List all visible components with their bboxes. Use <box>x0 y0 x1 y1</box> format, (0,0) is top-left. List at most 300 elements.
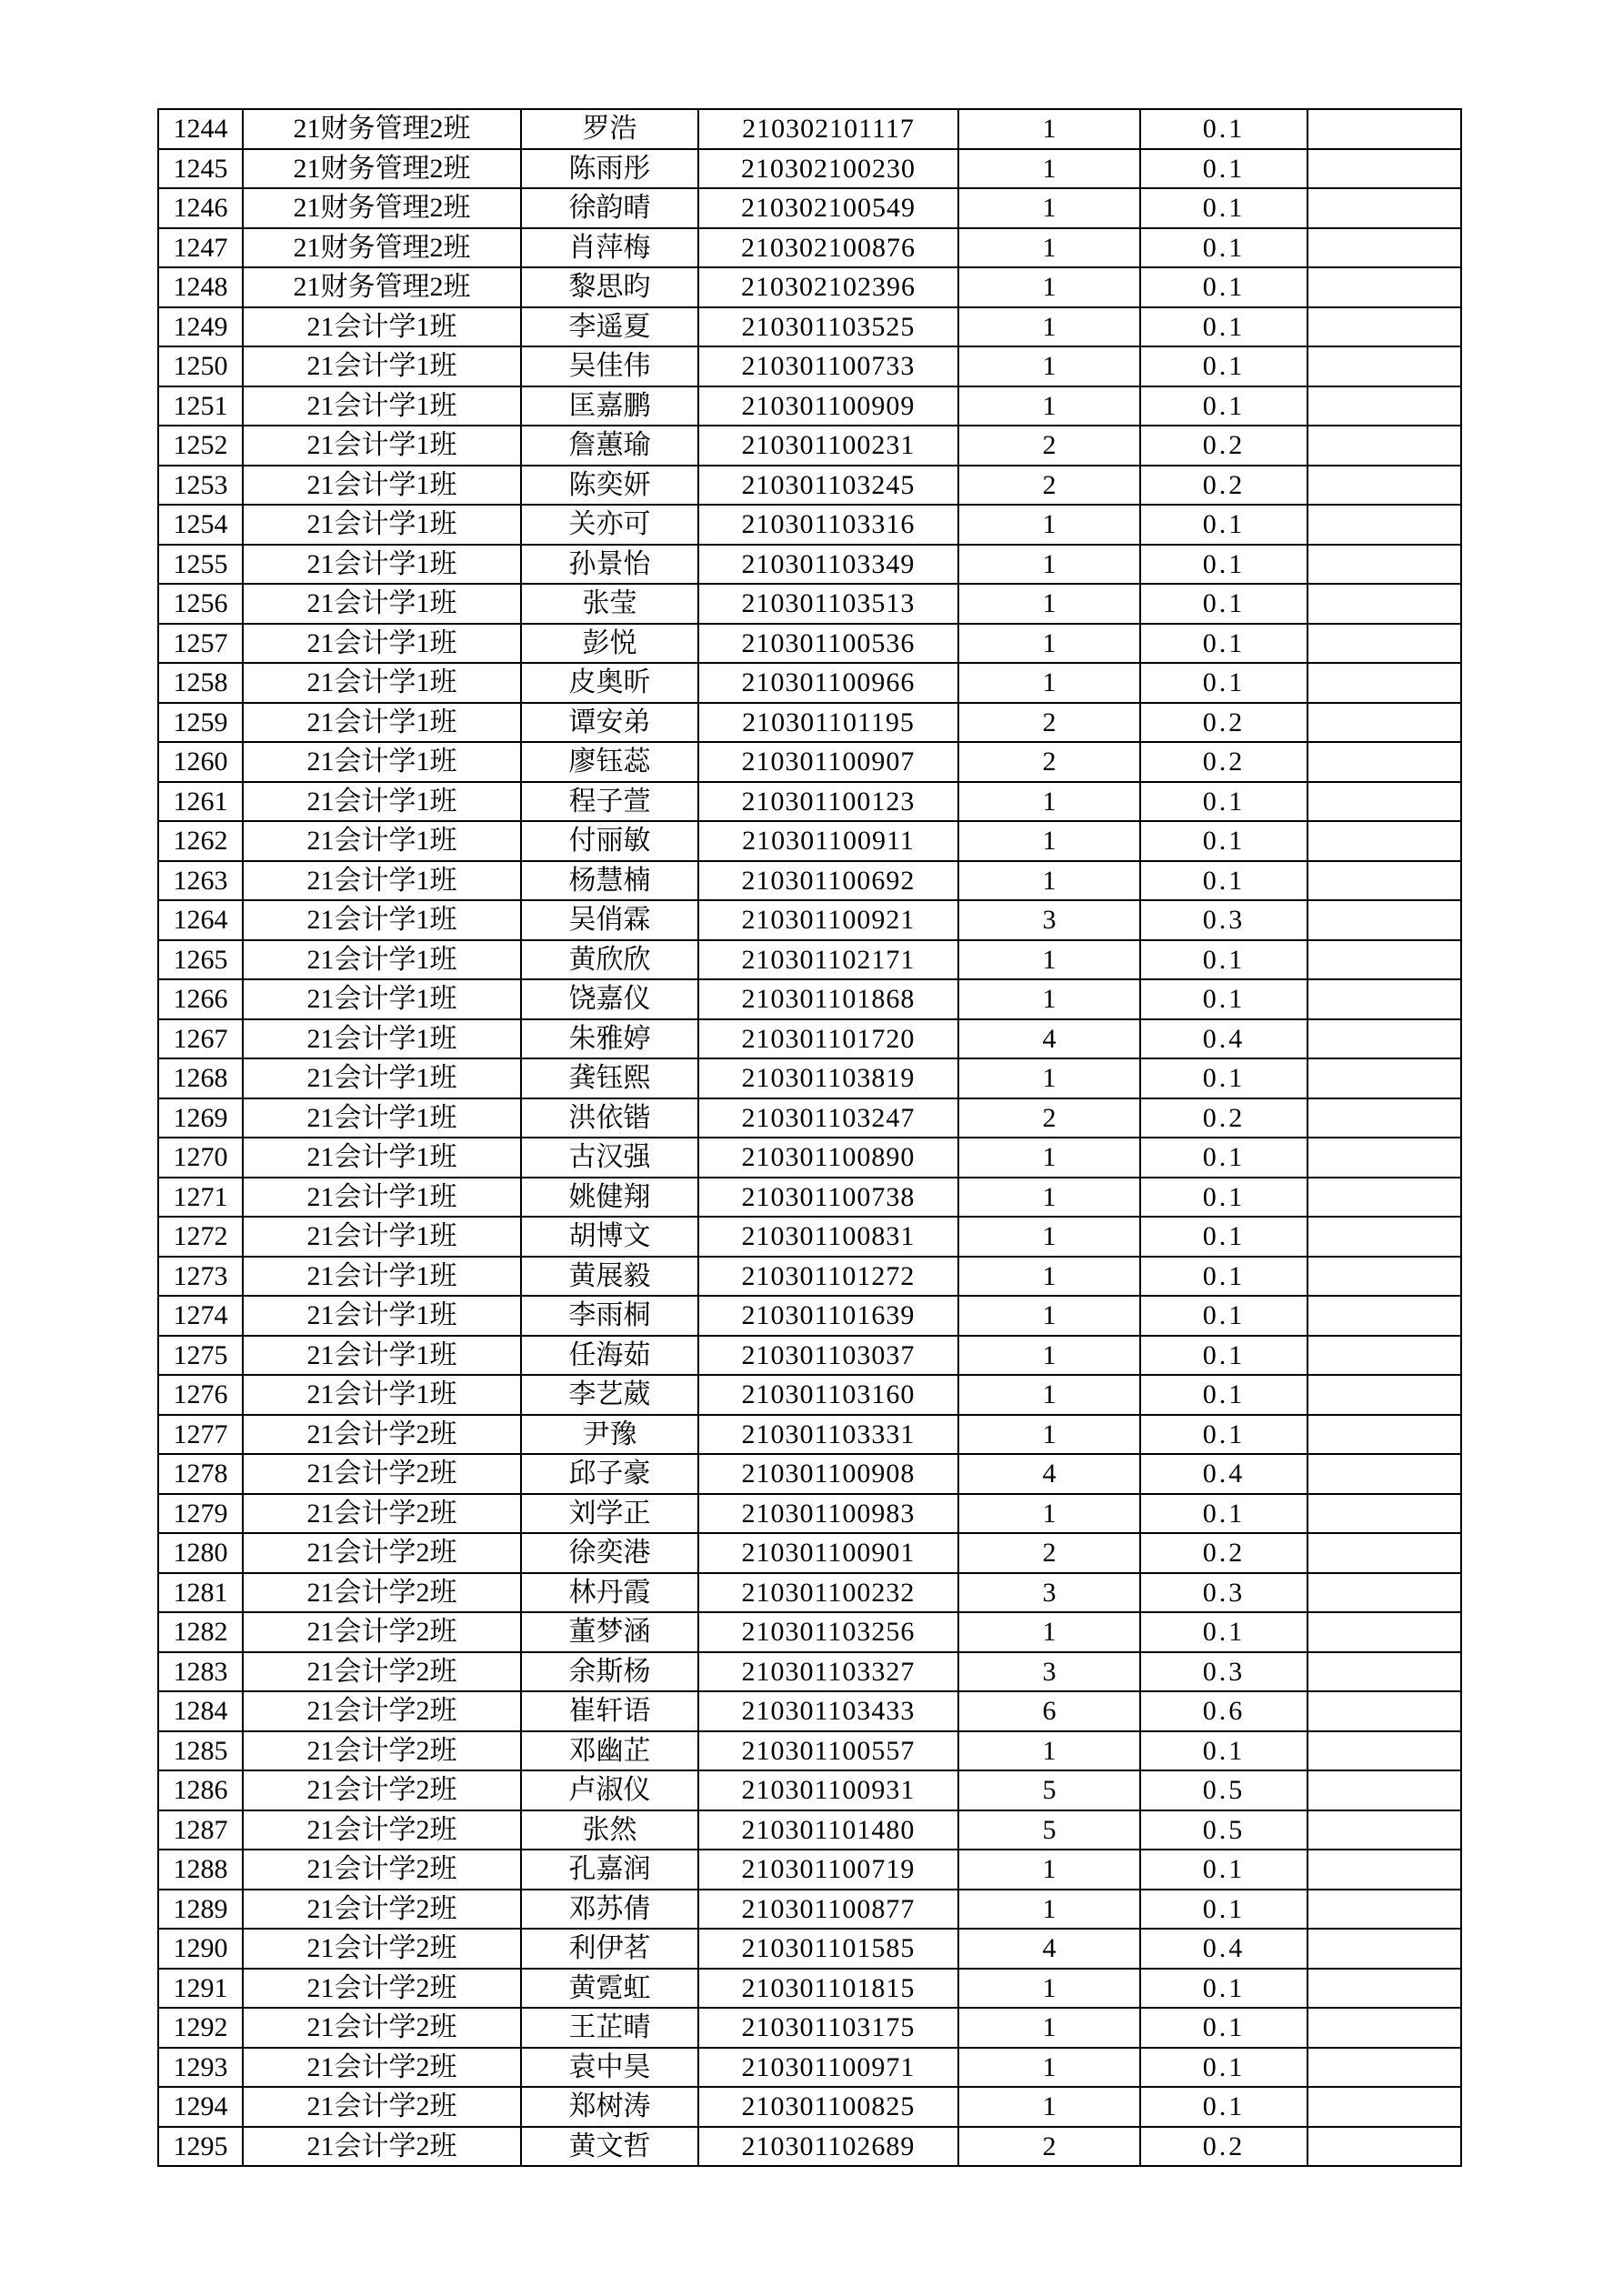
cell-score: 0.1 <box>1140 1850 1307 1890</box>
cell-seq: 1291 <box>158 1969 243 2009</box>
cell-count: 3 <box>958 1573 1140 1613</box>
cell-student-name: 董梦涵 <box>521 1612 698 1652</box>
cell-seq: 1283 <box>158 1652 243 1692</box>
table-row <box>158 1652 1461 1692</box>
cell-class-name: 21会计学1班 <box>243 742 521 782</box>
cell-class-name: 21会计学1班 <box>243 979 521 1019</box>
cell-student-name: 徐奕港 <box>521 1533 698 1573</box>
cell-student-name: 饶嘉仪 <box>521 979 698 1019</box>
cell-class-name: 21财务管理2班 <box>243 109 521 149</box>
cell-score: 0.2 <box>1140 742 1307 782</box>
cell-score: 0.1 <box>1140 149 1307 189</box>
cell-count: 6 <box>958 1691 1140 1731</box>
cell-blank <box>1307 1336 1461 1376</box>
cell-student-id: 210301100231 <box>698 426 958 466</box>
cell-count: 1 <box>958 624 1140 664</box>
cell-student-id: 210301100901 <box>698 1533 958 1573</box>
cell-blank <box>1307 861 1461 901</box>
cell-score: 0.1 <box>1140 188 1307 228</box>
cell-seq: 1266 <box>158 979 243 1019</box>
cell-student-id: 210301100536 <box>698 624 958 664</box>
cell-blank <box>1307 1929 1461 1969</box>
table-row <box>158 228 1461 268</box>
cell-blank <box>1307 2008 1461 2048</box>
cell-student-name: 利伊茗 <box>521 1929 698 1969</box>
cell-student-id: 210301103525 <box>698 307 958 347</box>
cell-seq: 1252 <box>158 426 243 466</box>
table-row <box>158 466 1461 506</box>
cell-student-name: 李遥夏 <box>521 307 698 347</box>
cell-student-name: 朱雅婷 <box>521 1019 698 1059</box>
cell-count: 1 <box>958 346 1140 386</box>
cell-score: 0.1 <box>1140 979 1307 1019</box>
cell-seq: 1271 <box>158 1178 243 1218</box>
cell-blank <box>1307 1731 1461 1771</box>
cell-student-name: 廖钰蕊 <box>521 742 698 782</box>
cell-student-id: 210301101639 <box>698 1296 958 1336</box>
student-score-table-body <box>158 109 1461 2166</box>
cell-blank <box>1307 1890 1461 1930</box>
cell-student-id: 210301100825 <box>698 2087 958 2127</box>
cell-seq: 1270 <box>158 1138 243 1178</box>
cell-student-id: 210301100719 <box>698 1850 958 1890</box>
cell-score: 0.1 <box>1140 1612 1307 1652</box>
cell-class-name: 21财务管理2班 <box>243 149 521 189</box>
table-row <box>158 703 1461 743</box>
cell-blank <box>1307 267 1461 307</box>
cell-score: 0.4 <box>1140 1019 1307 1059</box>
table-row <box>158 1375 1461 1415</box>
cell-blank <box>1307 466 1461 506</box>
cell-student-id: 210301103316 <box>698 505 958 545</box>
cell-student-id: 210301101480 <box>698 1810 958 1850</box>
cell-count: 1 <box>958 979 1140 1019</box>
table-row <box>158 1296 1461 1336</box>
cell-class-name: 21会计学1班 <box>243 1178 521 1218</box>
table-row <box>158 307 1461 347</box>
cell-student-name: 关亦可 <box>521 505 698 545</box>
cell-blank <box>1307 1533 1461 1573</box>
cell-blank <box>1307 2127 1461 2167</box>
cell-student-id: 210301100931 <box>698 1770 958 1810</box>
cell-student-name: 匡嘉鹏 <box>521 386 698 426</box>
cell-score: 0.1 <box>1140 2008 1307 2048</box>
cell-class-name: 21会计学1班 <box>243 900 521 940</box>
table-row <box>158 624 1461 664</box>
cell-score: 0.1 <box>1140 386 1307 426</box>
cell-student-name: 詹蕙瑜 <box>521 426 698 466</box>
cell-count: 3 <box>958 900 1140 940</box>
cell-score: 0.2 <box>1140 1533 1307 1573</box>
table-row <box>158 505 1461 545</box>
cell-student-id: 210301100909 <box>698 386 958 426</box>
cell-count: 4 <box>958 1929 1140 1969</box>
table-row <box>158 1770 1461 1810</box>
cell-class-name: 21会计学1班 <box>243 861 521 901</box>
cell-count: 2 <box>958 1533 1140 1573</box>
student-score-table <box>157 108 1462 2167</box>
cell-seq: 1255 <box>158 545 243 585</box>
cell-student-id: 210301101815 <box>698 1969 958 2009</box>
cell-student-name: 郑树涛 <box>521 2087 698 2127</box>
cell-seq: 1267 <box>158 1019 243 1059</box>
cell-student-id: 210301100123 <box>698 782 958 822</box>
table-row <box>158 1850 1461 1890</box>
cell-score: 0.2 <box>1140 703 1307 743</box>
cell-seq: 1294 <box>158 2087 243 2127</box>
cell-count: 5 <box>958 1810 1140 1850</box>
cell-score: 0.1 <box>1140 1296 1307 1336</box>
cell-class-name: 21会计学2班 <box>243 1533 521 1573</box>
cell-seq: 1284 <box>158 1691 243 1731</box>
cell-class-name: 21会计学1班 <box>243 1098 521 1138</box>
cell-student-name: 黄霓虹 <box>521 1969 698 2009</box>
cell-blank <box>1307 149 1461 189</box>
cell-student-name: 陈雨彤 <box>521 149 698 189</box>
cell-score: 0.3 <box>1140 1652 1307 1692</box>
cell-score: 0.1 <box>1140 1415 1307 1455</box>
cell-student-name: 余斯杨 <box>521 1652 698 1692</box>
cell-seq: 1253 <box>158 466 243 506</box>
cell-student-id: 210301100557 <box>698 1731 958 1771</box>
cell-class-name: 21财务管理2班 <box>243 267 521 307</box>
cell-seq: 1293 <box>158 2048 243 2088</box>
table-row <box>158 1138 1461 1178</box>
cell-score: 0.2 <box>1140 1098 1307 1138</box>
cell-student-name: 罗浩 <box>521 109 698 149</box>
cell-student-name: 李雨桐 <box>521 1296 698 1336</box>
cell-seq: 1254 <box>158 505 243 545</box>
cell-class-name: 21会计学1班 <box>243 386 521 426</box>
table-row <box>158 1019 1461 1059</box>
cell-count: 1 <box>958 2048 1140 2088</box>
cell-count: 1 <box>958 228 1140 268</box>
cell-student-id: 210302100230 <box>698 149 958 189</box>
cell-count: 1 <box>958 386 1140 426</box>
cell-class-name: 21会计学2班 <box>243 2008 521 2048</box>
cell-class-name: 21会计学1班 <box>243 505 521 545</box>
cell-student-name: 洪依锴 <box>521 1098 698 1138</box>
cell-student-name: 邱子豪 <box>521 1454 698 1494</box>
cell-count: 1 <box>958 1890 1140 1930</box>
table-row <box>158 1415 1461 1455</box>
cell-count: 2 <box>958 426 1140 466</box>
cell-student-name: 龚钰熙 <box>521 1058 698 1098</box>
cell-class-name: 21会计学1班 <box>243 940 521 980</box>
cell-class-name: 21会计学2班 <box>243 1810 521 1850</box>
cell-count: 1 <box>958 1178 1140 1218</box>
cell-score: 0.1 <box>1140 1375 1307 1415</box>
cell-student-id: 210301101195 <box>698 703 958 743</box>
cell-student-name: 谭安弟 <box>521 703 698 743</box>
cell-student-id: 210301103433 <box>698 1691 958 1731</box>
cell-class-name: 21会计学1班 <box>243 663 521 703</box>
cell-score: 0.1 <box>1140 346 1307 386</box>
cell-seq: 1257 <box>158 624 243 664</box>
cell-score: 0.1 <box>1140 1138 1307 1178</box>
cell-blank <box>1307 663 1461 703</box>
cell-seq: 1292 <box>158 2008 243 2048</box>
cell-class-name: 21会计学1班 <box>243 545 521 585</box>
cell-student-name: 黄文哲 <box>521 2127 698 2167</box>
cell-score: 0.1 <box>1140 109 1307 149</box>
cell-score: 0.1 <box>1140 505 1307 545</box>
cell-score: 0.1 <box>1140 782 1307 822</box>
cell-class-name: 21会计学1班 <box>243 1336 521 1376</box>
cell-student-name: 程子萱 <box>521 782 698 822</box>
cell-count: 1 <box>958 1058 1140 1098</box>
cell-count: 2 <box>958 2127 1140 2167</box>
cell-class-name: 21会计学1班 <box>243 1217 521 1257</box>
cell-seq: 1275 <box>158 1336 243 1376</box>
cell-count: 1 <box>958 188 1140 228</box>
table-row <box>158 1058 1461 1098</box>
cell-student-id: 210301100738 <box>698 1178 958 1218</box>
table-row <box>158 1257 1461 1297</box>
cell-student-name: 杨慧楠 <box>521 861 698 901</box>
cell-count: 1 <box>958 307 1140 347</box>
cell-class-name: 21会计学1班 <box>243 426 521 466</box>
cell-count: 1 <box>958 861 1140 901</box>
table-row <box>158 1533 1461 1573</box>
cell-student-id: 210302100549 <box>698 188 958 228</box>
cell-class-name: 21会计学2班 <box>243 1731 521 1771</box>
table-row <box>158 900 1461 940</box>
cell-blank <box>1307 1296 1461 1336</box>
cell-score: 0.1 <box>1140 545 1307 585</box>
cell-blank <box>1307 584 1461 624</box>
cell-blank <box>1307 1494 1461 1534</box>
cell-student-name: 陈奕妍 <box>521 466 698 506</box>
cell-seq: 1278 <box>158 1454 243 1494</box>
cell-class-name: 21会计学2班 <box>243 1929 521 1969</box>
cell-count: 4 <box>958 1454 1140 1494</box>
cell-student-name: 刘学正 <box>521 1494 698 1534</box>
cell-score: 0.1 <box>1140 1731 1307 1771</box>
cell-score: 0.1 <box>1140 2087 1307 2127</box>
cell-class-name: 21会计学2班 <box>243 1454 521 1494</box>
cell-blank <box>1307 1770 1461 1810</box>
cell-count: 1 <box>958 1494 1140 1534</box>
table-row <box>158 267 1461 307</box>
cell-score: 0.6 <box>1140 1691 1307 1731</box>
cell-student-name: 吴佳伟 <box>521 346 698 386</box>
cell-blank <box>1307 386 1461 426</box>
cell-count: 5 <box>958 1770 1140 1810</box>
cell-class-name: 21会计学1班 <box>243 1138 521 1178</box>
cell-blank <box>1307 426 1461 466</box>
cell-count: 1 <box>958 1336 1140 1376</box>
cell-student-id: 210301103256 <box>698 1612 958 1652</box>
cell-student-id: 210301100907 <box>698 742 958 782</box>
cell-count: 1 <box>958 505 1140 545</box>
cell-class-name: 21会计学1班 <box>243 624 521 664</box>
table-row <box>158 663 1461 703</box>
cell-count: 1 <box>958 584 1140 624</box>
cell-seq: 1272 <box>158 1217 243 1257</box>
cell-class-name: 21会计学2班 <box>243 1612 521 1652</box>
cell-blank <box>1307 1138 1461 1178</box>
cell-blank <box>1307 228 1461 268</box>
cell-blank <box>1307 703 1461 743</box>
cell-count: 1 <box>958 2008 1140 2048</box>
cell-seq: 1265 <box>158 940 243 980</box>
table-row <box>158 1731 1461 1771</box>
cell-blank <box>1307 821 1461 861</box>
cell-class-name: 21会计学2班 <box>243 2127 521 2167</box>
cell-student-name: 付丽敏 <box>521 821 698 861</box>
table-row <box>158 1691 1461 1731</box>
cell-class-name: 21会计学2班 <box>243 1691 521 1731</box>
cell-count: 2 <box>958 1098 1140 1138</box>
cell-student-id: 210301103247 <box>698 1098 958 1138</box>
cell-blank <box>1307 1612 1461 1652</box>
cell-score: 0.1 <box>1140 2048 1307 2088</box>
cell-seq: 1256 <box>158 584 243 624</box>
cell-seq: 1249 <box>158 307 243 347</box>
cell-count: 1 <box>958 149 1140 189</box>
cell-seq: 1245 <box>158 149 243 189</box>
table-row <box>158 426 1461 466</box>
cell-student-name: 邓苏倩 <box>521 1890 698 1930</box>
cell-student-id: 210301102171 <box>698 940 958 980</box>
table-row <box>158 584 1461 624</box>
cell-class-name: 21会计学1班 <box>243 584 521 624</box>
table-row <box>158 1217 1461 1257</box>
cell-student-id: 210302100876 <box>698 228 958 268</box>
cell-blank <box>1307 505 1461 545</box>
cell-student-name: 王芷晴 <box>521 2008 698 2048</box>
cell-blank <box>1307 1454 1461 1494</box>
cell-blank <box>1307 307 1461 347</box>
cell-student-id: 210301103331 <box>698 1415 958 1455</box>
cell-student-name: 崔轩语 <box>521 1691 698 1731</box>
cell-student-name: 邓幽芷 <box>521 1731 698 1771</box>
table-row <box>158 1454 1461 1494</box>
cell-score: 0.1 <box>1140 1058 1307 1098</box>
table-row <box>158 109 1461 149</box>
cell-class-name: 21会计学1班 <box>243 703 521 743</box>
cell-student-id: 210301100971 <box>698 2048 958 2088</box>
cell-seq: 1264 <box>158 900 243 940</box>
cell-blank <box>1307 1573 1461 1613</box>
cell-score: 0.1 <box>1140 1494 1307 1534</box>
cell-student-name: 孙景怡 <box>521 545 698 585</box>
cell-class-name: 21会计学1班 <box>243 346 521 386</box>
cell-student-name: 孔嘉润 <box>521 1850 698 1890</box>
table-row <box>158 2048 1461 2088</box>
cell-seq: 1268 <box>158 1058 243 1098</box>
table-row <box>158 2087 1461 2127</box>
table-row <box>158 386 1461 426</box>
cell-student-id: 210301103819 <box>698 1058 958 1098</box>
cell-count: 1 <box>958 1138 1140 1178</box>
cell-student-id: 210301101585 <box>698 1929 958 1969</box>
cell-score: 0.1 <box>1140 307 1307 347</box>
table-row <box>158 1810 1461 1850</box>
cell-count: 2 <box>958 742 1140 782</box>
cell-score: 0.2 <box>1140 426 1307 466</box>
table-row <box>158 821 1461 861</box>
cell-count: 2 <box>958 703 1140 743</box>
cell-student-name: 彭悦 <box>521 624 698 664</box>
cell-count: 1 <box>958 1850 1140 1890</box>
cell-student-name: 任海茹 <box>521 1336 698 1376</box>
cell-student-name: 徐韵晴 <box>521 188 698 228</box>
cell-student-name: 袁中昊 <box>521 2048 698 2088</box>
cell-score: 0.3 <box>1140 900 1307 940</box>
cell-student-id: 210301100831 <box>698 1217 958 1257</box>
cell-student-name: 李艺葳 <box>521 1375 698 1415</box>
table-row <box>158 1178 1461 1218</box>
cell-student-name: 卢淑仪 <box>521 1770 698 1810</box>
cell-class-name: 21会计学2班 <box>243 1415 521 1455</box>
cell-blank <box>1307 2087 1461 2127</box>
cell-score: 0.2 <box>1140 2127 1307 2167</box>
cell-blank <box>1307 2048 1461 2088</box>
cell-seq: 1247 <box>158 228 243 268</box>
cell-blank <box>1307 1178 1461 1218</box>
cell-seq: 1286 <box>158 1770 243 1810</box>
cell-seq: 1280 <box>158 1533 243 1573</box>
cell-class-name: 21会计学1班 <box>243 1058 521 1098</box>
cell-count: 1 <box>958 1415 1140 1455</box>
cell-student-name: 尹豫 <box>521 1415 698 1455</box>
cell-class-name: 21会计学1班 <box>243 466 521 506</box>
cell-count: 1 <box>958 821 1140 861</box>
cell-count: 1 <box>958 1217 1140 1257</box>
cell-class-name: 21会计学1班 <box>243 782 521 822</box>
cell-seq: 1285 <box>158 1731 243 1771</box>
cell-class-name: 21会计学2班 <box>243 1770 521 1810</box>
cell-count: 1 <box>958 782 1140 822</box>
cell-class-name: 21会计学1班 <box>243 1257 521 1297</box>
cell-blank <box>1307 188 1461 228</box>
cell-score: 0.1 <box>1140 584 1307 624</box>
cell-count: 1 <box>958 545 1140 585</box>
cell-student-id: 210301103245 <box>698 466 958 506</box>
cell-score: 0.1 <box>1140 821 1307 861</box>
table-row <box>158 2127 1461 2167</box>
cell-class-name: 21会计学2班 <box>243 1494 521 1534</box>
cell-seq: 1288 <box>158 1850 243 1890</box>
table-row <box>158 188 1461 228</box>
cell-score: 0.1 <box>1140 624 1307 664</box>
cell-blank <box>1307 109 1461 149</box>
cell-student-id: 210301100921 <box>698 900 958 940</box>
cell-count: 1 <box>958 663 1140 703</box>
cell-student-id: 210301102689 <box>698 2127 958 2167</box>
cell-class-name: 21会计学1班 <box>243 1296 521 1336</box>
cell-student-id: 210301100733 <box>698 346 958 386</box>
cell-student-id: 210301100890 <box>698 1138 958 1178</box>
table-row <box>158 742 1461 782</box>
cell-blank <box>1307 1019 1461 1059</box>
table-row <box>158 1890 1461 1930</box>
cell-score: 0.1 <box>1140 1257 1307 1297</box>
cell-student-id: 210301100692 <box>698 861 958 901</box>
cell-score: 0.1 <box>1140 228 1307 268</box>
cell-seq: 1269 <box>158 1098 243 1138</box>
cell-count: 1 <box>958 1375 1140 1415</box>
cell-blank <box>1307 1058 1461 1098</box>
cell-score: 0.1 <box>1140 663 1307 703</box>
cell-score: 0.1 <box>1140 940 1307 980</box>
cell-blank <box>1307 1652 1461 1692</box>
cell-score: 0.3 <box>1140 1573 1307 1613</box>
cell-seq: 1259 <box>158 703 243 743</box>
cell-blank <box>1307 346 1461 386</box>
